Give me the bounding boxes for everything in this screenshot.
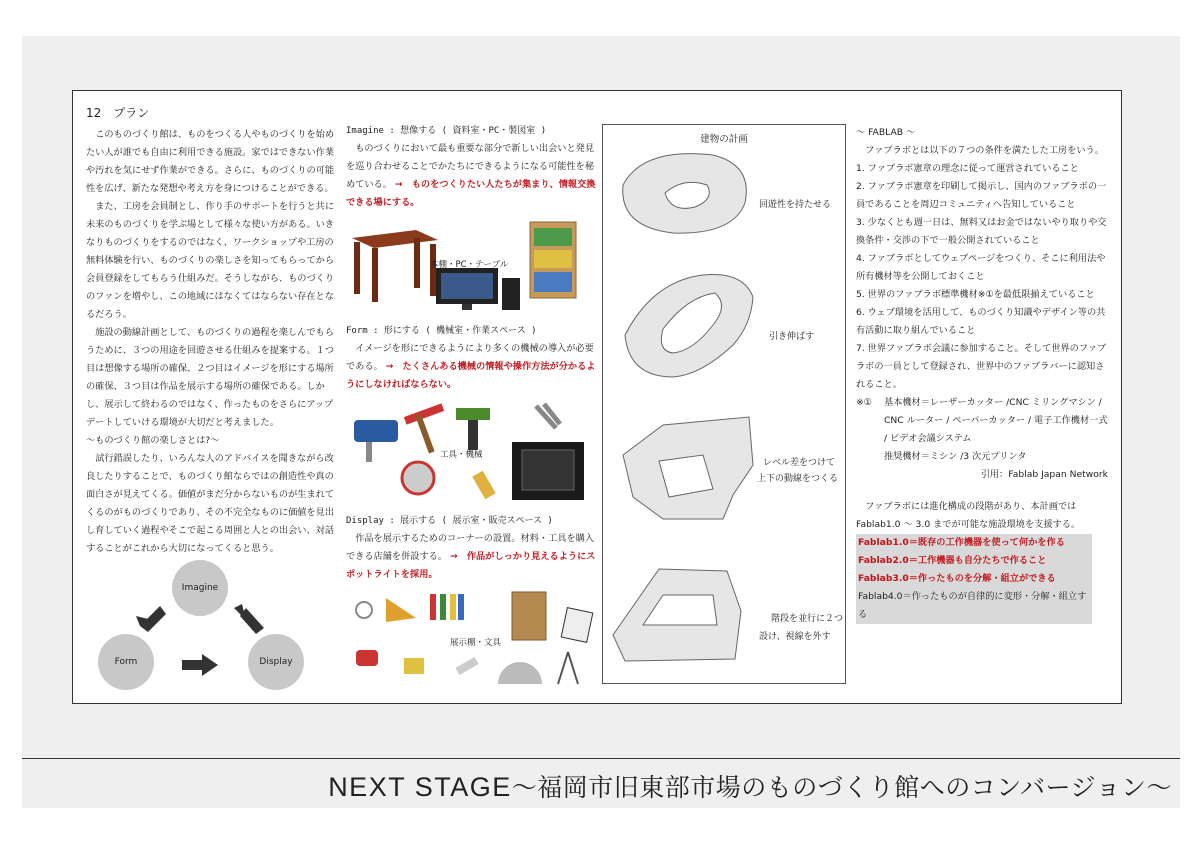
imagine-illustration (346, 216, 596, 316)
step2-label: 引き伸ばす (769, 332, 815, 342)
footer-title-en: NEXT STAGE (328, 772, 512, 802)
fablab-intro: ファブラボとは以下の７つの条件を満たした工房をいう。 (865, 145, 1104, 156)
step4-label-b: 設け、視線を外す (759, 632, 831, 642)
form-text (346, 340, 596, 394)
condition-4: 4. ファブラボとしてウェブページをつくり、そこに利用法や所有機材等を公開しておくこと (856, 253, 1106, 282)
imagine-text (346, 140, 596, 212)
paragraph-2: また、工房を会員制とし、作り手のサポートを行うと共に未来のものづくりを学ぶ場として様々な使い方がある。いきなりものづくりをするのではなく、ワークショップや工房の無料体験を行い、ものづくりの楽しさを知ってもらってから会員登録をしてもらう仕組みだ。そうしながら、ものづくりのファンを増やし、この地域にはなくてはならない存在となるだろう。 (86, 201, 335, 320)
form-illustration (346, 398, 596, 506)
condition-2: 2. ファブラボ憲章を印刷して掲示し、国内のファブラボの一員であることを周辺コミュニティへ告知していること (856, 181, 1107, 210)
evolution-text-1: ファブラボには進化構成の段階があり、本計画では (865, 501, 1077, 512)
cycle-diagram (96, 560, 306, 690)
step3-label-a: レベル差をつけて (763, 458, 836, 468)
display-heading: Display : 展示する ( 展示室・販売スペース ) (346, 516, 553, 526)
imagine-highlight: → ものをつくりたい人たちが集まり、情報交換できる場にする。 (346, 179, 596, 208)
shape-ring (623, 154, 747, 234)
cycle-arrows (96, 560, 306, 690)
evolution-text-2: Fablab1.0 〜 3.0 までが可能な施設環境を支援する。 (856, 519, 1081, 530)
fablab-levels-box (856, 534, 1092, 624)
form-body: イメージを形にできるようにより多くの機械の導入が必要である。 (346, 343, 594, 372)
paragraph-4: 試行錯誤したり、いろんな人のアドバイスを聞きながら改良したりすることで、ものづくり館ならではの創造性や真の面白さが見えてくる。価値がまだ分からないものが生まれてくるのがものづくりであり、その不完全なものに価値を見出し育していく過程やそこで起こる周囲と人との出会い、対話することがこれから大切になってくると思う。 (86, 453, 335, 554)
subheading-fun: 〜ものづくり館の楽しさとは?〜 (86, 435, 220, 446)
section-title: 12 プラン (86, 106, 150, 120)
node-form: Form (98, 634, 154, 690)
imagine-body: ものづくりにおいて最も重要な部分で新しい出会いと発見を巡り合わせることでかたちにできるようになる可能性を秘めている。 (346, 143, 595, 190)
shape-stairs (613, 569, 741, 661)
building-plan-panel (602, 124, 846, 684)
display-body: 作品を展示するためのコーナーの設置。材料・工具を購入できる店舗を併設する。 (346, 533, 595, 562)
node-imagine: Imagine (172, 560, 228, 616)
imagine-heading: Imagine : 想像する ( 資料室・PC・製図室 ) (346, 126, 547, 136)
step3-label-b: 上下の動線をつくる (757, 474, 839, 484)
building-plan-title: 建物の計画 (700, 134, 748, 145)
note-line-1: 基本機材＝レーザーカッター /CNC ミリングマシン / (884, 397, 1102, 408)
step1-label: 回遊性を持たせる (759, 200, 832, 210)
display-highlight: → 作品がしっかり見えるようにスポットライトを採用。 (346, 551, 596, 580)
footer-title-jp: 〜福岡市旧東部市場のものづくり館へのコンバージョン〜 (511, 773, 1172, 802)
condition-7: 7. 世界ファブラボ会議に参加すること。そして世界のファブラボの一員として登録され、世界中のファブラバーに認知されること。 (856, 343, 1107, 390)
imagine-image-label: 本棚・PC・テーブル (430, 260, 509, 270)
fablab-title: 〜 FABLAB 〜 (856, 127, 916, 138)
column-fablab (856, 124, 1108, 624)
spacer (856, 484, 1108, 498)
step4-label-a: 階段を並行に２つ (771, 614, 844, 624)
form-image-label: 工具・機械 (440, 450, 483, 460)
note-mark: ※① (856, 397, 872, 408)
form-highlight: → たくさんある機械の情報や操作方法が分かるようにしなければならない。 (346, 361, 596, 390)
condition-3: 3. 少なくとも週一日は、無料又はお金ではないやり取りや交換条件・交渉の下で一般公開されていること (856, 217, 1107, 246)
citation: 引用：Fablab Japan Network (980, 469, 1108, 480)
form-heading: Form : 形にする ( 機械室・作業スペース ) (346, 326, 537, 336)
level-3: Fablab3.0＝作ったものを分解・組立ができる (858, 573, 1056, 584)
footer-title (328, 768, 1172, 804)
note-lines (884, 394, 1108, 466)
note-line-3: / ビデオ会議システム (884, 433, 972, 444)
condition-5: 5. 世界のファブラボ標準機材※①を最低限揃えていること (856, 289, 1095, 300)
note-line-2: CNC ルーター / ペーパーカッター / 電子工作機材一式 (884, 415, 1108, 426)
display-image-label: 展示棚・文具 (450, 638, 502, 648)
display-text (346, 530, 596, 584)
shape-stretched (625, 274, 753, 377)
column-plan-text (86, 104, 336, 558)
level-1: Fablab1.0＝既存の工作機器を使って何かを作る (858, 537, 1065, 548)
paragraph-1: このものづくり館は、ものをつくる人やものづくりを始めたい人が誰でも自由に利用できる施設。家ではできない作業や汚れを気にせず作業ができる。さらに、ものづくりの可能性を広げ、新たな発想や考え方を身につけることができる。 (86, 129, 335, 194)
column-usage (346, 122, 596, 700)
equipment-note (856, 394, 1108, 466)
display-illustration (346, 588, 596, 694)
node-display: Display (248, 634, 304, 690)
shape-levels (623, 417, 753, 519)
level-2: Fablab2.0＝工作機器も自分たちで作ること (858, 555, 1047, 566)
paragraph-3: 施設の動線計画として、ものづくりの過程を楽しんでもらうために、３つの用途を回遊させる仕組みを提案する。１つ目は想像する場所の確保、２つ目はイメージを形にする場所の確保、３つ目は作品を展示する場所の確保である。しかし、展示して終わるのではなく、作ったものをさらにアップデートしていける環境が大切だと考えました。 (86, 327, 335, 428)
footer-divider (22, 758, 1180, 759)
level-4: Fablab4.0＝作ったものが自律的に変形・分解・組立する (858, 591, 1087, 620)
condition-1: 1. ファブラボ憲章の理念に従って運営されていること (856, 163, 1079, 174)
note-line-4: 推奨機材＝ミシン /3 次元プリンタ (884, 451, 1027, 462)
condition-6: 6. ウェブ環境を活用して、ものづくり知識やデザイン等の共有活動に取り組んでいること (856, 307, 1106, 336)
